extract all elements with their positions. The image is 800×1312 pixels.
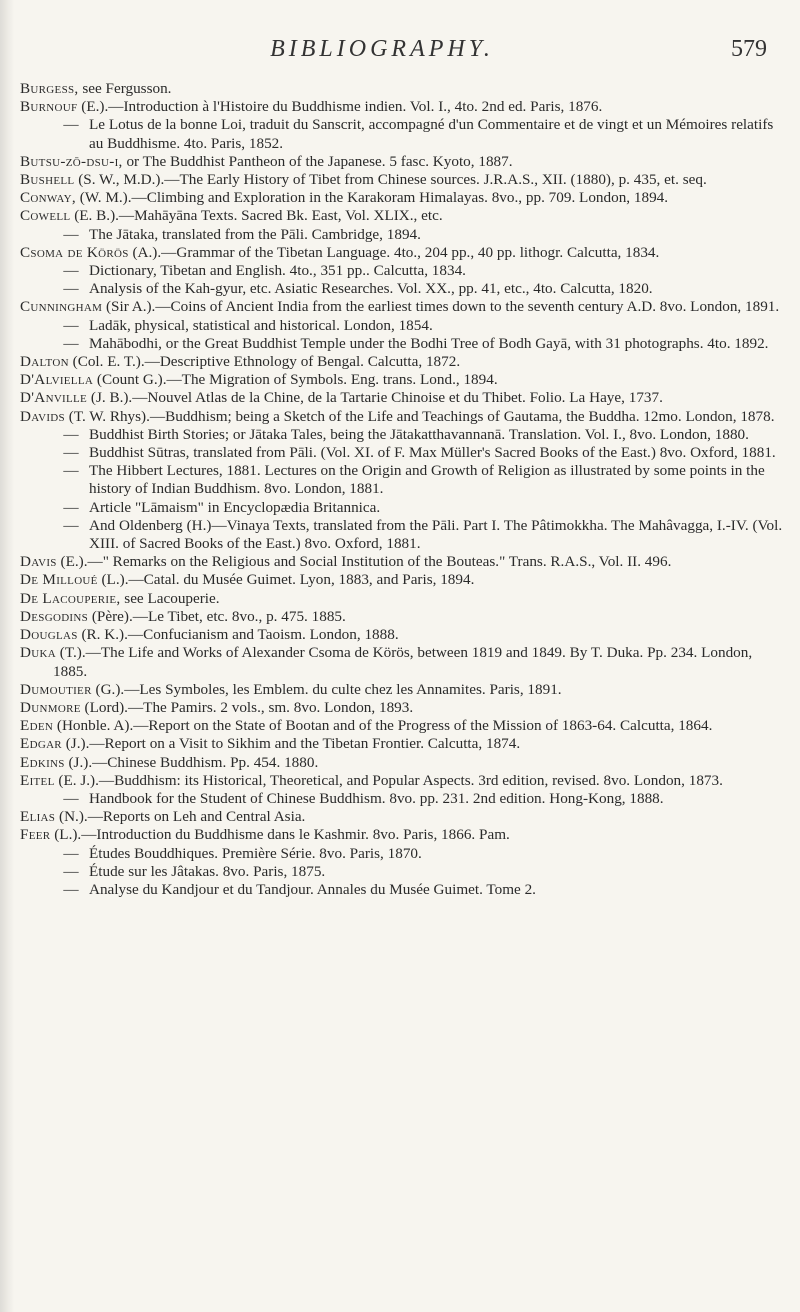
bibliography-subentry (20, 517, 786, 553)
ditto-dash: — (63, 262, 79, 280)
bibliography-entry (20, 153, 786, 171)
author-name: D'Alviella (20, 371, 94, 389)
entry-text: The Hibbert Lectures, 1881. Lectures on the Origin and Growth of Religion as illustrated by some points in the history of Indian Buddhism. 8vo. London, 1881. (89, 462, 765, 498)
bibliography-entry (20, 608, 786, 626)
ditto-dash: — (63, 844, 79, 862)
ditto-dash: — (63, 316, 79, 334)
entry-text: And Oldenberg (H.)—Vinaya Texts, translated from the Pāli. Part I. The Pâtimokkha. The Mahâvagga, I.-IV. (Vol. XIII. of Sacred Books of the East.) 8vo. Oxford, 1881. (89, 516, 783, 553)
entry-text: Handbook for the Student of Chinese Buddhism. 8vo. pp. 231. 2nd edition. Hong-Kong, 1888. (89, 789, 664, 807)
running-head: BIBLIOGRAPHY. (270, 36, 494, 62)
entry-text: (L.).—Introduction du Buddhisme dans le Kashmir. 8vo. Paris, 1866. Pam. (50, 826, 510, 844)
entry-text: (Lord).—The Pamirs. 2 vols., sm. 8vo. London, 1893. (80, 698, 414, 716)
entry-text: Études Bouddhiques. Première Série. 8vo. Paris, 1870. (89, 844, 422, 862)
author-name: Bushell (20, 171, 75, 189)
bibliography-entry (20, 626, 786, 644)
entry-text: see Fergusson. (78, 80, 172, 97)
author-name: Butsu-zō-dsu-i, (20, 152, 123, 170)
entry-text: Buddhist Sūtras, translated from Pāli. (Vol. XI. of F. Max Müller's Sacred Books of the East.) 8vo. Oxford, 1881. (89, 444, 776, 462)
ditto-dash: — (63, 862, 79, 880)
author-name: Conway, (20, 189, 76, 207)
entry-text: (J.).—Chinese Buddhism. Pp. 454. 1880. (64, 753, 319, 771)
ditto-dash: — (63, 280, 79, 298)
bibliography-subentry (20, 444, 786, 462)
ditto-dash: — (63, 444, 79, 462)
entry-text: (J. B.).—Nouvel Atlas de la Chine, de la Tartarie Chinoise et du Thibet. Folio. La Haye, 1737. (87, 389, 663, 407)
bibliography-subentry (20, 262, 786, 280)
ditto-dash: — (63, 116, 79, 134)
bibliography-entry (20, 772, 786, 790)
bibliography-entry (20, 754, 786, 772)
entry-text: (E. B.).—Mahāyāna Texts. Sacred Bk. East, Vol. XLIX., etc. (70, 207, 443, 225)
bibliography-entry (20, 590, 786, 608)
bibliography-entry (20, 353, 786, 371)
bibliography-entry (20, 244, 786, 262)
entry-text: Buddhist Birth Stories; or Jātaka Tales, being the Jātakatthavannanā. Translation. Vol. I., 8vo. London, 1880. (89, 425, 749, 443)
author-name: Davis (20, 553, 57, 571)
bibliography-list (20, 80, 786, 899)
bibliography-subentry (20, 317, 786, 335)
entry-text: or The Buddhist Pantheon of the Japanese. 5 fasc. Kyoto, 1887. (122, 152, 513, 170)
bibliography-subentry (20, 845, 786, 863)
bibliography-entry (20, 681, 786, 699)
entry-text: Analysis of the Kah-gyur, etc. Asiatic Researches. Vol. XX., pp. 41, etc., 4to. Calcutta, 1820. (89, 280, 653, 298)
entry-text: Étude sur les Jâtakas. 8vo. Paris, 1875. (89, 862, 326, 880)
bibliography-entry (20, 371, 786, 389)
entry-text: Dictionary, Tibetan and English. 4to., 351 pp.. Calcutta, 1834. (89, 262, 466, 280)
entry-text: (Col. E. T.).—Descriptive Ethnology of Bengal. Calcutta, 1872. (68, 353, 461, 371)
author-name: De Lacouperie, (20, 589, 121, 607)
ditto-dash: — (63, 462, 79, 480)
entry-text: see Lacouperie. (120, 589, 220, 607)
bibliography-entry (20, 98, 786, 116)
author-name: Desgodins (20, 607, 89, 625)
author-name: Edgar (20, 735, 62, 753)
bibliography-subentry (20, 226, 786, 244)
bibliography-subentry (20, 790, 786, 808)
bibliography-entry (20, 207, 786, 225)
bibliography-subentry (20, 863, 786, 881)
entry-text: (E. J.).—Buddhism: its Historical, Theoretical, and Popular Aspects. 3rd edition, revised. 8vo. London, 1873. (54, 771, 723, 789)
entry-text: (T. W. Rhys).—Buddhism; being a Sketch of the Life and Teachings of Gautama, the Buddha. 12mo. London, 1878. (64, 407, 775, 425)
entry-text: Ladāk, physical, statistical and historical. London, 1854. (89, 316, 433, 334)
author-name: Eitel (20, 771, 55, 789)
bibliography-entry (20, 699, 786, 717)
author-name: De Milloué (20, 571, 98, 589)
author-name: Eden (20, 717, 54, 735)
bibliography-entry (20, 553, 786, 571)
entry-text: (E.).—Introduction à l'Histoire du Buddhisme indien. Vol. I., 4to. 2nd ed. Paris, 1876. (77, 98, 603, 116)
ditto-dash: — (63, 498, 79, 516)
bibliography-entry (20, 826, 786, 844)
bibliography-entry (20, 171, 786, 189)
entry-text: The Jātaka, translated from the Pāli. Cambridge, 1894. (89, 225, 421, 243)
ditto-dash: — (63, 880, 79, 898)
author-name: Davids (20, 407, 65, 425)
bibliography-subentry (20, 426, 786, 444)
entry-text: (J.).—Report on a Visit to Sikhim and the Tibetan Frontier. Calcutta, 1874. (61, 735, 521, 753)
ditto-dash: — (63, 516, 79, 534)
author-name: Burgess, (20, 80, 79, 97)
ditto-dash: — (63, 789, 79, 807)
page-edge-shadow (0, 0, 14, 1312)
bibliography-entry (20, 571, 786, 589)
bibliography-entry (20, 408, 786, 426)
entry-text: (L.).—Catal. du Musée Guimet. Lyon, 1883, and Paris, 1894. (97, 571, 475, 589)
bibliography-entry (20, 298, 786, 316)
entry-text: Analyse du Kandjour et du Tandjour. Annales du Musée Guimet. Tome 2. (89, 880, 536, 898)
author-name: Cowell (20, 207, 71, 225)
author-name: Csoma de Körös (20, 243, 129, 261)
author-name: Edkins (20, 753, 65, 771)
bibliography-entry (20, 389, 786, 407)
entry-text: (A.).—Grammar of the Tibetan Language. 4to., 204 pp., 40 pp. lithogr. Calcutta, 1834. (128, 243, 660, 261)
bibliography-entry (20, 808, 786, 826)
bibliography-entry (20, 80, 786, 98)
author-name: Dunmore (20, 698, 81, 716)
bibliography-subentry (20, 116, 786, 152)
bibliography-subentry (20, 462, 786, 498)
bibliography-subentry (20, 499, 786, 517)
author-name: Douglas (20, 626, 78, 644)
ditto-dash: — (63, 334, 79, 352)
entry-text: (G.).—Les Symboles, les Emblem. du culte chez les Annamites. Paris, 1891. (91, 680, 562, 698)
entry-text: (E.).—" Remarks on the Religious and Social Institution of the Bouteas." Trans. R.A.S., Vol. II. 496. (56, 553, 672, 571)
entry-text: (R. K.).—Confucianism and Taoism. London, 1888. (77, 626, 399, 644)
bibliography-subentry (20, 881, 786, 899)
entry-text: (Honble. A).—Report on the State of Bootan and of the Progress of the Mission of 1863-64. Calcutta, 1864. (53, 717, 713, 735)
entry-text: (N.).—Reports on Leh and Central Asia. (55, 808, 306, 826)
entry-text: (W. M.).—Climbing and Exploration in the Karakoram Himalayas. 8vo., pp. 709. London, 1894. (75, 189, 669, 207)
bibliography-entry (20, 644, 786, 680)
author-name: Elias (20, 808, 56, 826)
entry-text: (S. W., M.D.).—The Early History of Tibet from Chinese sources. J.R.A.S., XII. (1880), p. 435, et. seq. (74, 171, 707, 189)
entry-text: (Count G.).—The Migration of Symbols. Eng. trans. Lond., 1894. (93, 371, 498, 389)
author-name: Feer (20, 826, 51, 844)
bibliography-subentry (20, 335, 786, 353)
bibliography-subentry (20, 280, 786, 298)
author-name: D'Anville (20, 389, 88, 407)
bibliography-entry (20, 189, 786, 207)
entry-text: Article "Lāmaism" in Encyclopædia Britannica. (89, 498, 381, 516)
bibliography-entry (20, 735, 786, 753)
entry-text: (Sir A.).—Coins of Ancient India from the earliest times down to the seventh century A.D. 8vo. London, 1891. (102, 298, 780, 316)
bibliography-entry (20, 717, 786, 735)
page-number: 579 (731, 36, 767, 62)
author-name: Burnouf (20, 98, 78, 116)
ditto-dash: — (63, 225, 79, 243)
author-name: Cunningham (20, 298, 103, 316)
ditto-dash: — (63, 425, 79, 443)
author-name: Duka (20, 644, 56, 662)
entry-text: Le Lotus de la bonne Loi, traduit du Sanscrit, accompagné d'un Commentaire et de vingt et un Mémoires relatifs au Buddhisme. 4to. Paris, 1852. (89, 116, 774, 152)
author-name: Dumoutier (20, 680, 92, 698)
entry-text: (T.).—The Life and Works of Alexander Csoma de Körös, between 1819 and 1849. By T. Duka. Pp. 234. London, 1885. (53, 644, 753, 680)
author-name: Dalton (20, 353, 69, 371)
entry-text: Mahābodhi, or the Great Buddhist Temple under the Bodhi Tree of Bodh Gayā, with 31 photographs. 4to. 1892. (89, 334, 769, 352)
entry-text: (Père).—Le Tibet, etc. 8vo., p. 475. 1885. (88, 607, 346, 625)
